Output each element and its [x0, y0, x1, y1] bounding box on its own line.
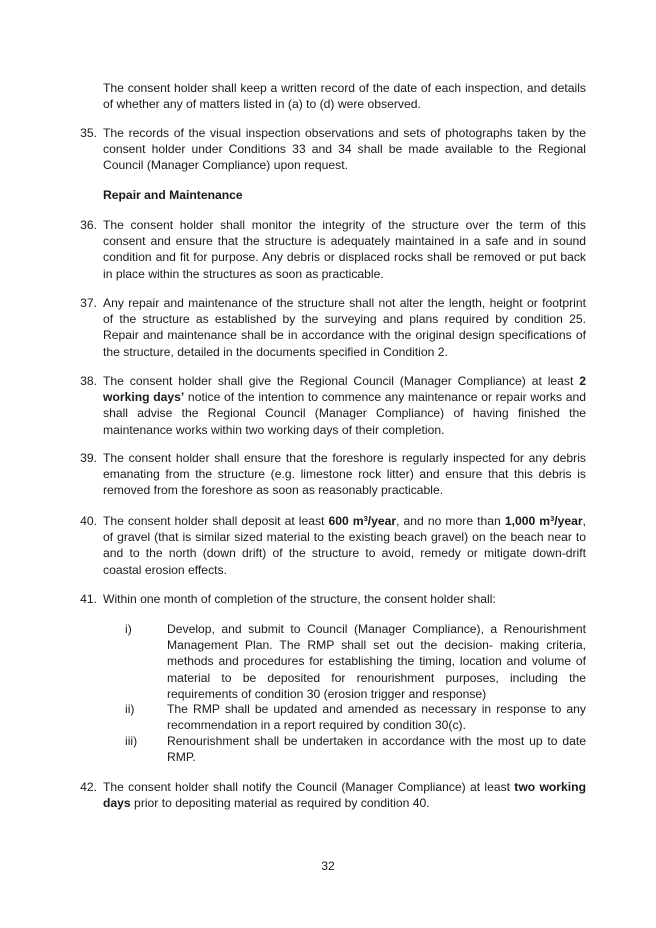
- condition-41-text: Within one month of completion of the structure, the consent holder shall:: [103, 592, 496, 606]
- sub-item-ii-numeral: ii): [125, 702, 135, 716]
- condition-39-number: 39.: [80, 451, 97, 465]
- condition-37-number: 37.: [80, 296, 97, 310]
- page-number: 32: [321, 859, 335, 873]
- inspection-record-paragraph: The consent holder shall keep a written record of the date of each inspection, and details of whether any of matters listed in (a) to (d) were observed.: [103, 81, 586, 112]
- notice-period-bold: 2 working days’: [103, 374, 586, 405]
- sub-item-ii-text: The RMP shall be updated and amended as necessary in response to any recommendation in a report required by condition 30(c).: [167, 702, 586, 733]
- minimum-volume-bold: 600 $m^3$/year: [328, 514, 397, 528]
- repair-maintenance-heading: Repair and Maintenance: [103, 188, 243, 202]
- condition-40-text: The consent holder shall deposit at least 600 $m^3$/year, and no more than 1,000 $m^3$/year, of gravel (that is similar sized material to the existing beach gravel) on the beach near to and to the north (down drift) of the structure to avoid, remedy or mitigate down-drift coastal erosion effects.: [103, 514, 586, 577]
- condition-36-number: 36.: [80, 218, 97, 232]
- condition-35-number: 35.: [80, 126, 97, 140]
- condition-35-text: The records of the visual inspection observations and sets of photographs taken by the consent holder under Conditions 33 and 34 shall be made available to the Regional Council (Manager Compliance) upon request.: [103, 126, 586, 173]
- sub-item-i-numeral: i): [125, 622, 132, 636]
- sub-item-iii-text: Renourishment shall be undertaken in accordance with the most up to date RMP.: [167, 734, 586, 765]
- condition-39-text: The consent holder shall ensure that the foreshore is regularly inspected for any debris emanating from the structure (e.g. limestone rock litter) and ensure that this debris is removed from the foreshore as soon as reasonably practicable.: [103, 451, 586, 498]
- condition-37-text: Any repair and maintenance of the structure shall not alter the length, height or footprint of the structure as established by the surveying and plans required by condition 25. Repair and maintenance shall be in accordance with the original design specifications of the structure, detailed in the documents specified in Condition 2.: [103, 296, 586, 359]
- condition-38-text: The consent holder shall give the Regional Council (Manager Compliance) at least 2 working days’ notice of the intention to commence any maintenance or repair works and shall advise the Regional Council (Manager Compliance) of having finished the maintenance works within two working days of their completion.: [103, 374, 586, 437]
- sub-item-iii-numeral: iii): [125, 734, 138, 748]
- sub-item-i-text: Develop, and submit to Council (Manager Compliance), a Renourishment Management Plan. The RMP shall set out the decision- making criteria, methods and procedures for establishing the timing, location and volume of material to be deposited for renourishment purposes, including the requirements of condition 30 (erosion trigger and response): [167, 622, 586, 701]
- condition-41-number: 41.: [80, 592, 97, 606]
- maximum-volume-bold: 1,000 $m^3$/year: [504, 514, 583, 528]
- condition-42-text: The consent holder shall notify the Council (Manager Compliance) at least two working days prior to depositing material as required by condition 40.: [103, 780, 586, 811]
- notification-period-bold: two working days: [103, 780, 586, 811]
- condition-38-number: 38.: [80, 374, 97, 388]
- condition-36-text: The consent holder shall monitor the integrity of the structure over the term of this consent and ensure that the structure is adequately maintained in a safe and in sound condition and fit for purpose. Any debris or displaced rocks shall be removed or put back in place within the structures as soon as practicable.: [103, 218, 586, 281]
- condition-42-number: 42.: [80, 780, 97, 794]
- condition-40-number: 40.: [80, 514, 97, 528]
